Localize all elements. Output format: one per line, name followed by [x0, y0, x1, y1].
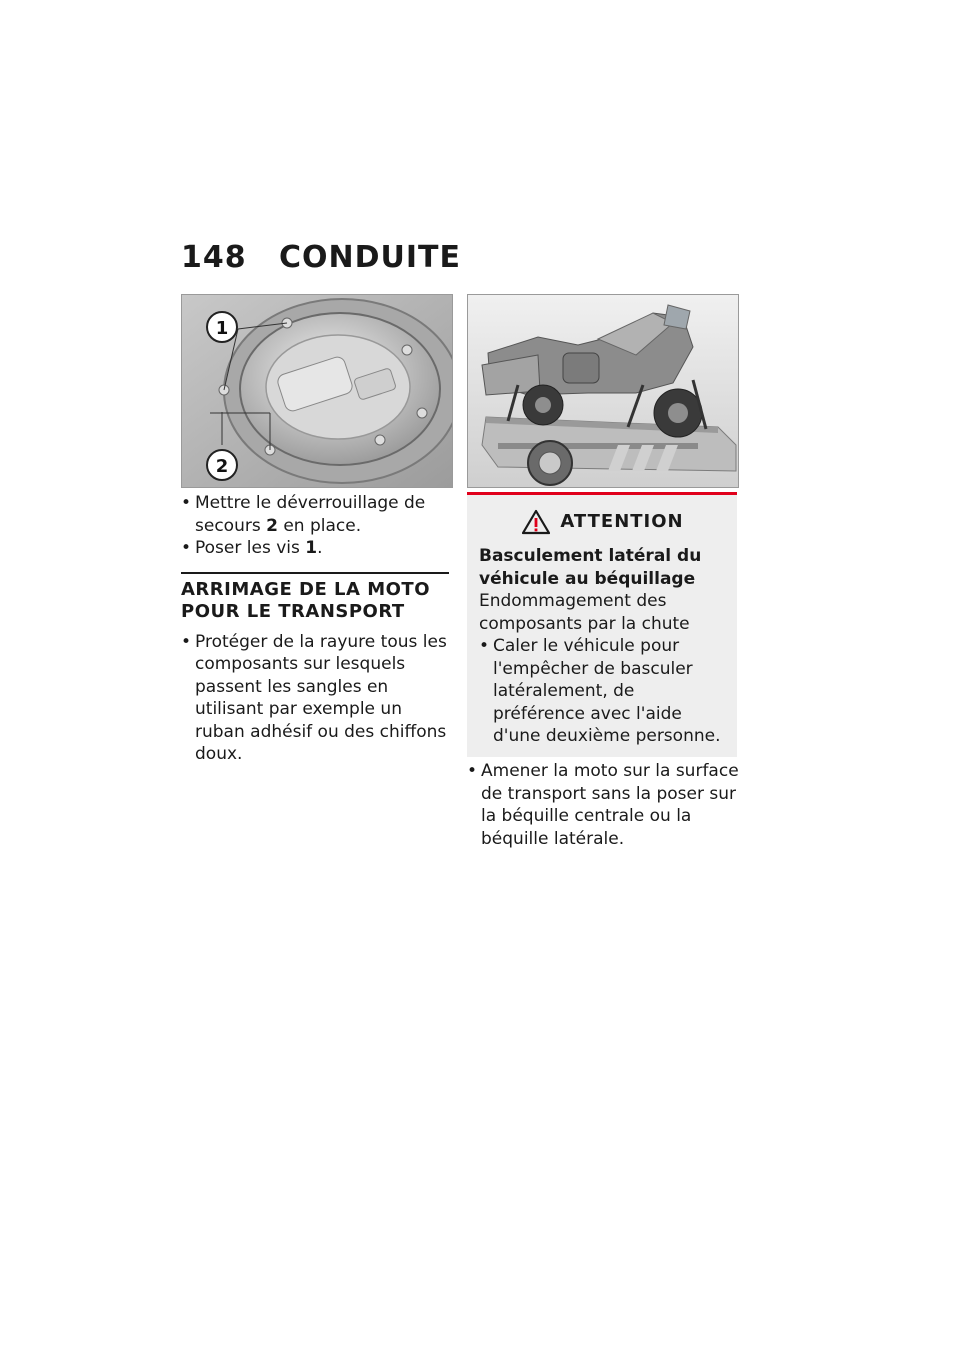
motorcycle-trailer-illustration [467, 294, 739, 488]
chapter-title: CONDUITE [279, 240, 462, 275]
right-column [467, 760, 742, 850]
warning-label: ATTENTION [560, 510, 684, 532]
step-move-to-transport: • Amener la moto sur la surface de transport sans la poser sur la béquille centrale ou la béquille latérale. [467, 760, 742, 850]
page-number: 148 [181, 240, 247, 275]
callout-label-2: 2 [215, 456, 229, 477]
callout-label-1: 1 [215, 318, 229, 339]
warning-measure: • Caler le véhicule pour l'empêcher de basculer latéralement, de préférence avec l'aide d'une deuxième personne. [479, 635, 727, 748]
step-fit-screws: • Poser les vis 1. [181, 537, 451, 560]
step-protect-components: • Protéger de la rayure tous les composants sur lesquels passent les sangles en utilisant par exemple un ruban adhésif ou des chiffons doux. [181, 631, 451, 766]
step-release-emergency: • Mettre le déverrouillage de secours 2 en place. [181, 492, 451, 537]
section-title: ARRIMAGE DE LA MOTO POUR LE TRANSPORT [181, 572, 449, 623]
fuel-cap-illustration [181, 294, 453, 488]
warning-triangle-icon [522, 509, 550, 535]
page-header [181, 240, 461, 275]
warning-title: Basculement latéral du véhicule au béquillage [479, 546, 702, 589]
warning-consequence: Endommagement des composants par la chute [479, 591, 690, 634]
left-column [181, 492, 451, 766]
warning-header [479, 509, 727, 535]
warning-box [467, 492, 737, 757]
